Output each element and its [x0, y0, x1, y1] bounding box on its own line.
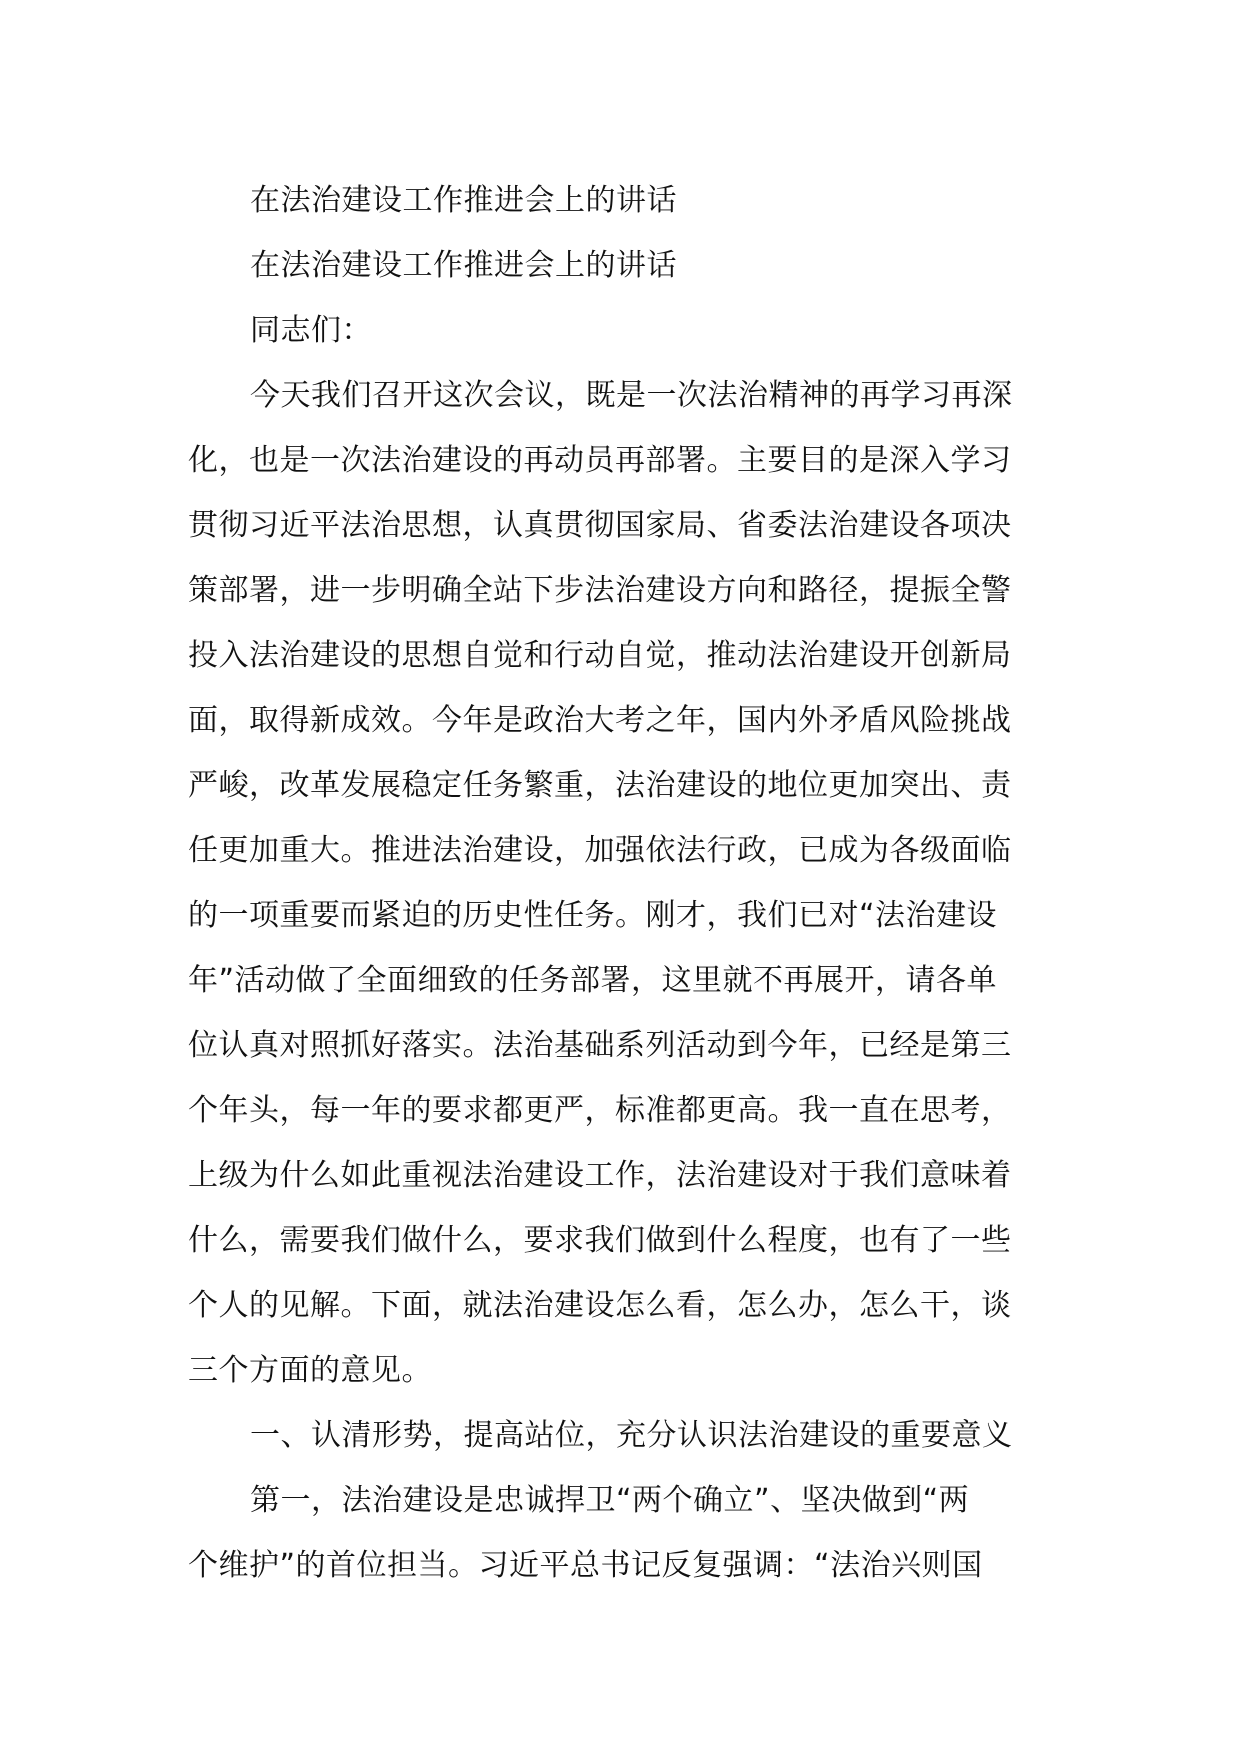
paragraph-2: [188, 1468, 1058, 1598]
paragraph-line: 上级为什么如此重视法治建设工作，法治建设对于我们意味着: [188, 1158, 1012, 1193]
paragraph-line: 第一，法治建设是忠诚捍卫“两个确立”、坚决做到“两: [250, 1483, 970, 1518]
paragraph-line: 什么，需要我们做什么，要求我们做到什么程度，也有了一些: [188, 1223, 1012, 1258]
paragraph-line: 个年头，每一年的要求都更严，标准都更高。我一直在思考，: [188, 1093, 1012, 1128]
paragraph-line: 个人的见解。下面，就法治建设怎么看，怎么办，怎么干，谈: [188, 1288, 1012, 1323]
paragraph-line: 化，也是一次法治建设的再动员再部署。主要目的是深入学习: [188, 443, 1012, 478]
document-title-repeat: 在法治建设工作推进会上的讲话: [250, 248, 677, 283]
paragraph-line: 任更加重大。推进法治建设，加强依法行政，已成为各级面临: [188, 833, 1012, 868]
paragraph-line: 今天我们召开这次会议，既是一次法治精神的再学习再深: [250, 378, 1013, 413]
paragraph-line: 贯彻习近平法治思想，认真贯彻国家局、省委法治建设各项决: [188, 508, 1012, 543]
paragraph-line: 位认真对照抓好落实。法治基础系列活动到今年，已经是第三: [188, 1028, 1012, 1063]
paragraph-line: 三个方面的意见。: [188, 1353, 432, 1388]
paragraph-1: [188, 363, 1058, 1403]
paragraph-line: 年”活动做了全面细致的任务部署，这里就不再展开，请各单: [188, 963, 998, 998]
paragraph-line: 策部署，进一步明确全站下步法治建设方向和路径，提振全警: [188, 573, 1012, 608]
paragraph-line: 个维护”的首位担当。习近平总书记反复强调：“法治兴则国: [188, 1548, 983, 1583]
section-heading: 一、认清形势，提高站位，充分认识法治建设的重要意义: [250, 1418, 1013, 1453]
paragraph-line: 的一项重要而紧迫的历史性任务。刚才，我们已对“法治建设: [188, 898, 998, 933]
salutation: 同志们：: [250, 313, 372, 348]
document-body: [188, 168, 1058, 1598]
paragraph-line: 面，取得新成效。今年是政治大考之年，国内外矛盾风险挑战: [188, 703, 1012, 738]
paragraph-line: 严峻，改革发展稳定任务繁重，法治建设的地位更加突出、责: [188, 768, 1012, 803]
paragraph-line: 投入法治建设的思想自觉和行动自觉，推动法治建设开创新局: [188, 638, 1012, 673]
document-title: 在法治建设工作推进会上的讲话: [250, 183, 677, 218]
